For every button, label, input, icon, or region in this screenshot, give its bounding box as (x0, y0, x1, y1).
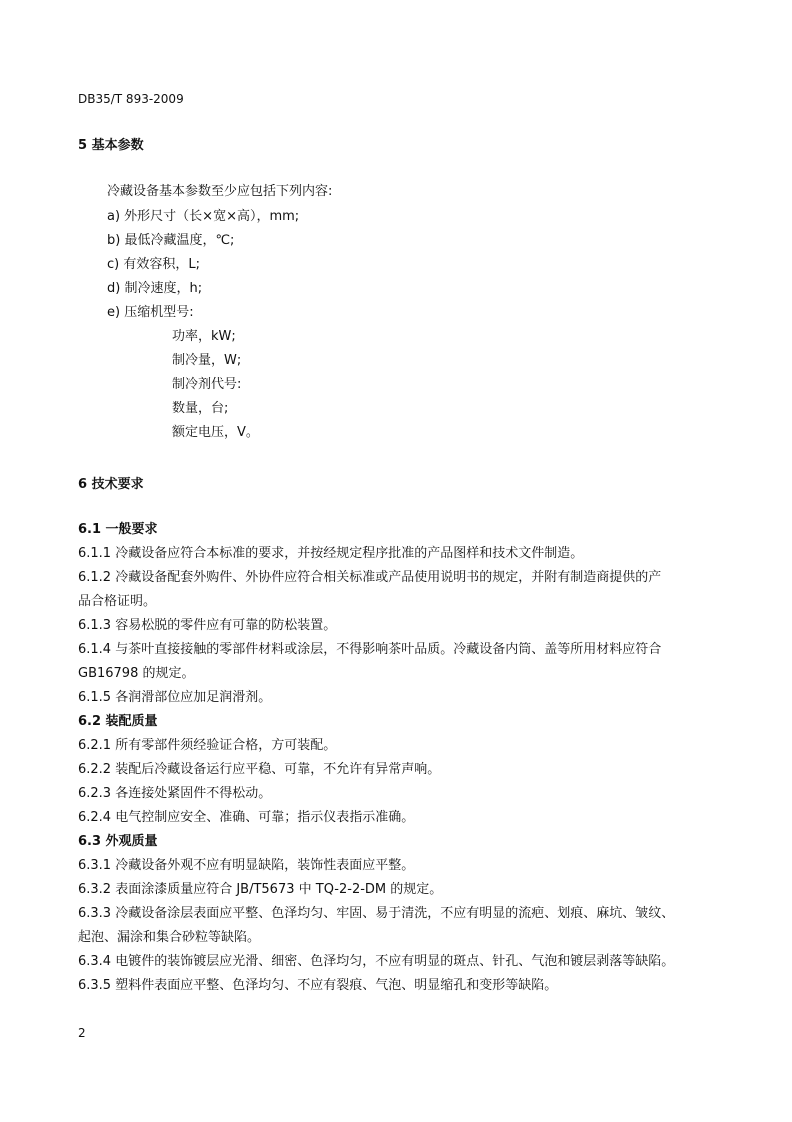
clause-line: 6.3.5 塑料件表面应平整、色泽均匀、不应有裂痕、气泡、明显缩孔和变形等缺陷。 (78, 978, 558, 993)
clause-line: 6.2.3 各连接处紧固件不得松动。 (78, 786, 272, 801)
param-item: a) 外形尺寸（长×宽×高），mm; (107, 209, 300, 224)
param-subitem: 制冷量，W; (172, 353, 242, 368)
section-5-intro: 冷藏设备基本参数至少应包括下列内容: (107, 184, 333, 199)
clause-line: GB16798 的规定。 (78, 666, 195, 681)
clause-line: 6.3.4 电镀件的装饰镀层应光滑、细密、色泽均匀，不应有明显的斑点、针孔、气泡和镀层剥落等缺陷。 (78, 954, 675, 969)
param-item: e) 压缩机型号: (107, 305, 194, 320)
param-item: b) 最低冷藏温度，℃; (107, 233, 235, 248)
section-6-title: 6 技术要求 (78, 477, 144, 492)
clause-line: 6.1.4 与茶叶直接接触的零部件材料或涂层，不得影响茶叶品质。冷藏设备内筒、盖等所用材料应符合 (78, 642, 662, 657)
clause-line: 6.3.1 冷藏设备外观不应有明显缺陷，装饰性表面应平整。 (78, 858, 415, 873)
clause-line: 6.1.1 冷藏设备应符合本标准的要求，并按经规定程序批准的产品图样和技术文件制造。 (78, 546, 584, 561)
param-subitem: 额定电压，V。 (172, 425, 259, 440)
param-item: c) 有效容积，L; (107, 257, 200, 272)
doc-id: DB35/T 893-2009 (78, 92, 184, 106)
param-subitem: 数量，台; (172, 401, 229, 416)
page-number: 2 (78, 1026, 86, 1040)
clause-line: 品合格证明。 (78, 594, 157, 609)
subsection-heading: 6.3 外观质量 (78, 834, 158, 849)
param-subitem: 功率，kW; (172, 329, 236, 344)
clause-line: 起泡、漏涂和集合砂粒等缺陷。 (78, 930, 261, 945)
clause-line: 6.1.3 容易松脱的零件应有可靠的防松装置。 (78, 618, 337, 633)
param-item: d) 制冷速度，h; (107, 281, 203, 296)
clause-line: 6.2.1 所有零部件须经验证合格，方可装配。 (78, 738, 337, 753)
clause-line: 6.2.4 电气控制应安全、准确、可靠；指示仪表指示准确。 (78, 810, 415, 825)
param-subitem: 制冷剂代号: (172, 377, 242, 392)
clause-line: 6.3.2 表面涂漆质量应符合 JB/T5673 中 TQ-2-2-DM 的规定。 (78, 882, 443, 897)
subsection-heading: 6.1 一般要求 (78, 522, 158, 537)
clause-line: 6.3.3 冷藏设备涂层表面应平整、色泽均匀、牢固、易于清洗，不应有明显的流疤、划痕、麻坑、皱纹、 (78, 906, 675, 921)
section-5-title: 5 基本参数 (78, 138, 144, 153)
clause-line: 6.1.5 各润滑部位应加足润滑剂。 (78, 690, 272, 705)
clause-line: 6.2.2 装配后冷藏设备运行应平稳、可靠，不允许有异常声响。 (78, 762, 441, 777)
subsection-heading: 6.2 装配质量 (78, 714, 158, 729)
clause-line: 6.1.2 冷藏设备配套外购件、外协件应符合相关标准或产品使用说明书的规定，并附有制造商提供的产 (78, 570, 662, 585)
